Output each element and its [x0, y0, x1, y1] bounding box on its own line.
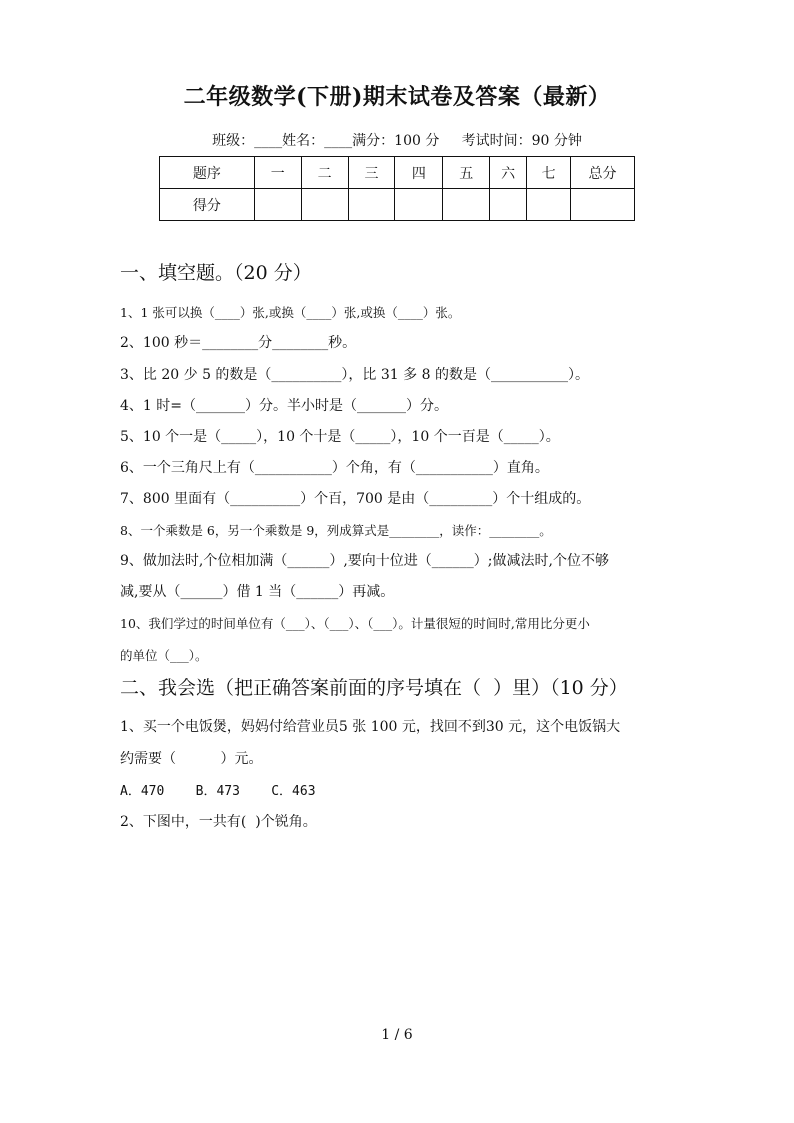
score-row-label: 得分: [160, 189, 255, 221]
question-1-3: 3、比 20 少 5 的数是（__________），比 31 多 8 的数是（___________）。: [120, 367, 589, 383]
question-1-10-line1: 10、我们学过的时间单位有（___）、（___）、（___）。计量很短的时间时,常用比分更小: [120, 616, 590, 631]
question-1-4: 4、1 时=（_______）分。半小时是（_______）分。: [120, 398, 448, 414]
score-cell: [443, 189, 490, 221]
question-1-5: 5、10 个一是（_____），10 个十是（_____），10 个一百是（_____）。: [120, 429, 560, 445]
score-header-cell: 三: [348, 157, 395, 189]
question-1-10-line2: 的单位（___）。: [120, 648, 208, 663]
score-header-cell: 七: [527, 157, 571, 189]
score-header-cell: 六: [490, 157, 527, 189]
score-cell: [348, 189, 395, 221]
question-2-2: 2、下图中，一共有( )个锐角。: [120, 814, 317, 830]
score-header-cell: 五: [443, 157, 490, 189]
score-header-cell: 总分: [571, 157, 635, 189]
question-2-1-line1: 1、买一个电饭煲，妈妈付给营业员5 张 100 元，找回不到30 元，这个电饭锅大: [120, 719, 621, 735]
score-header-cell: 四: [395, 157, 443, 189]
section2-heading: 二、我会选（把正确答案前面的序号填在（ ）里）（10 分）: [120, 677, 628, 699]
score-cell: [490, 189, 527, 221]
score-cell: [395, 189, 443, 221]
question-1-2: 2、100 秒＝________分________秒。: [120, 335, 357, 351]
score-header-cell: 题序: [160, 157, 255, 189]
score-header-cell: 二: [301, 157, 348, 189]
score-table-header-row: [160, 157, 635, 189]
score-table-score-row: [160, 189, 635, 221]
question-1-9-line1: 9、做加法时,个位相加满（______）,要向十位进（______）;做减法时,个位不够: [120, 553, 609, 569]
section1-heading: 一、填空题。（20 分）: [120, 262, 312, 284]
score-cell: [301, 189, 348, 221]
score-header-cell: 一: [254, 157, 301, 189]
question-2-1-line2: 约需要（ ）元。: [120, 751, 263, 767]
score-cell: [571, 189, 635, 221]
question-1-6: 6、一个三角尺上有（___________）个角，有（___________）直角。: [120, 460, 549, 476]
student-info-line: 班级：____姓名：____满分：100 分 考试时间：90 分钟: [212, 133, 582, 149]
page-title: 二年级数学(下册)期末试卷及答案（最新）: [183, 84, 611, 110]
score-cell: [527, 189, 571, 221]
question-1-8: 8、一个乘数是 6，另一个乘数是 9，列成算式是________，读作：________。: [120, 523, 552, 538]
page-number: 1 / 6: [381, 1027, 413, 1043]
question-1-7: 7、800 里面有（__________）个百，700 是由（_________）个十组成的。: [120, 491, 591, 507]
question-1-9-line2: 减,要从（______）借 1 当（______）再减。: [120, 584, 395, 600]
score-table: [159, 156, 635, 221]
score-cell: [254, 189, 301, 221]
question-1-1: 1、1 张可以换（____）张,或换（____）张,或换（____）张。: [120, 305, 461, 320]
question-2-1-options: A．470 B．473 C．463: [120, 784, 316, 799]
